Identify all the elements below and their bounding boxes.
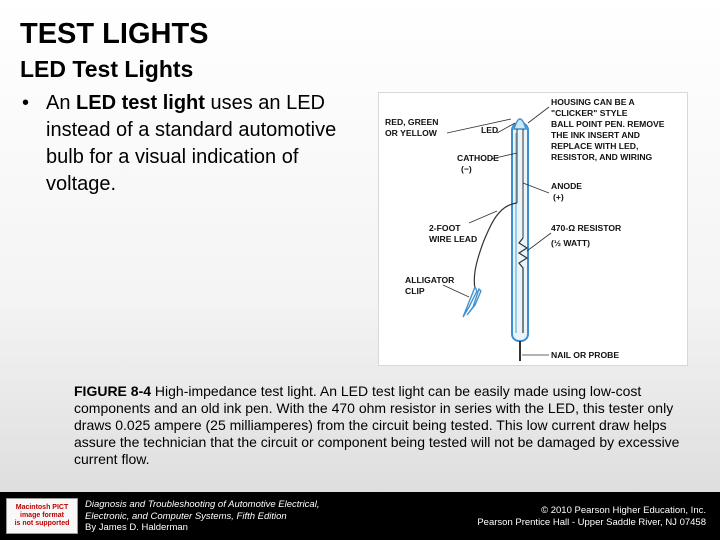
- label-nail: NAIL OR PROBE: [551, 350, 620, 360]
- copyright-line-2: Pearson Prentice Hall - Upper Saddle River, NJ 07458: [477, 517, 706, 528]
- bullet-marker: •: [22, 92, 30, 114]
- label-anode-1: ANODE: [551, 181, 583, 191]
- wire-lead: [474, 203, 517, 289]
- logo-line-1: Macintosh PICT: [15, 504, 69, 511]
- label-resistor-1: 470-Ω RESISTOR: [551, 223, 622, 233]
- publisher-logo-placeholder: [6, 498, 78, 534]
- bullet-item: [22, 90, 352, 198]
- pen-housing: [512, 123, 528, 341]
- label-clip-1: ALLIGATOR: [405, 275, 455, 285]
- alligator-clip: [463, 287, 481, 317]
- label-clip-2: CLIP: [405, 286, 425, 296]
- figure-id: FIGURE 8-4: [74, 383, 152, 399]
- led-test-light-figure: [378, 92, 688, 366]
- copyright-notice: [477, 505, 706, 529]
- label-color-2: OR YELLOW: [385, 128, 437, 138]
- label-led: LED: [481, 125, 499, 135]
- bullet-list: [22, 90, 352, 198]
- label-resistor-2: (½ WATT): [551, 238, 590, 248]
- label-wire-2: WIRE LEAD: [429, 234, 478, 244]
- book-citation: [85, 499, 319, 534]
- bullet-prefix: An: [46, 92, 77, 114]
- label-housing-3: BALL POINT PEN. REMOVE: [551, 119, 665, 129]
- label-wire-1: 2-FOOT: [429, 223, 461, 233]
- label-cathode-1: CATHODE: [457, 153, 499, 163]
- label-housing-5: REPLACE WITH LED,: [551, 141, 639, 151]
- figure-caption: [74, 383, 704, 468]
- bullet-text: [46, 90, 352, 198]
- slide-title: TEST LIGHTS: [20, 18, 209, 50]
- logo-line-3: is not supported: [14, 520, 70, 527]
- book-author: By James D. Halderman: [85, 522, 188, 533]
- bullet-keyword: LED test light: [76, 92, 205, 114]
- logo-line-2: image format: [20, 512, 64, 519]
- footer-bar: [0, 492, 720, 540]
- label-housing-4: THE INK INSERT AND: [551, 130, 640, 140]
- label-anode-2: (+): [553, 192, 564, 202]
- copyright-line-1: © 2010 Pearson Higher Education, Inc.: [541, 505, 706, 516]
- slide-subtitle: LED Test Lights: [20, 56, 194, 82]
- bullet-body: uses an LED instead of a standard automotive bulb for a visual indication of voltage.: [46, 92, 337, 195]
- caption-text: High-impedance test light. An LED test light can be easily made using low-cost components and an old ink pen. With the 470 ohm resistor in series with the LED, this tester only draws 0.025 ampere (25 milliamperes) from the circuit being tested. This low current draw helps assure the technician that the circuit or component being tested will not be damaged by excessive current flow.: [74, 383, 680, 467]
- label-housing-1: HOUSING CAN BE A: [551, 97, 635, 107]
- led-bulb: [514, 119, 526, 129]
- led-test-light-diagram: [379, 93, 687, 365]
- book-title-line-1: Diagnosis and Troubleshooting of Automotive Electrical,: [85, 499, 320, 510]
- label-color-1: RED, GREEN: [385, 117, 439, 127]
- label-housing-2: "CLICKER" STYLE: [551, 108, 628, 118]
- book-title-line-2: Electronic, and Computer Systems, Fifth Edition: [85, 510, 287, 522]
- label-housing-6: RESISTOR, AND WIRING: [551, 152, 653, 162]
- label-cathode-2: (−): [461, 164, 472, 174]
